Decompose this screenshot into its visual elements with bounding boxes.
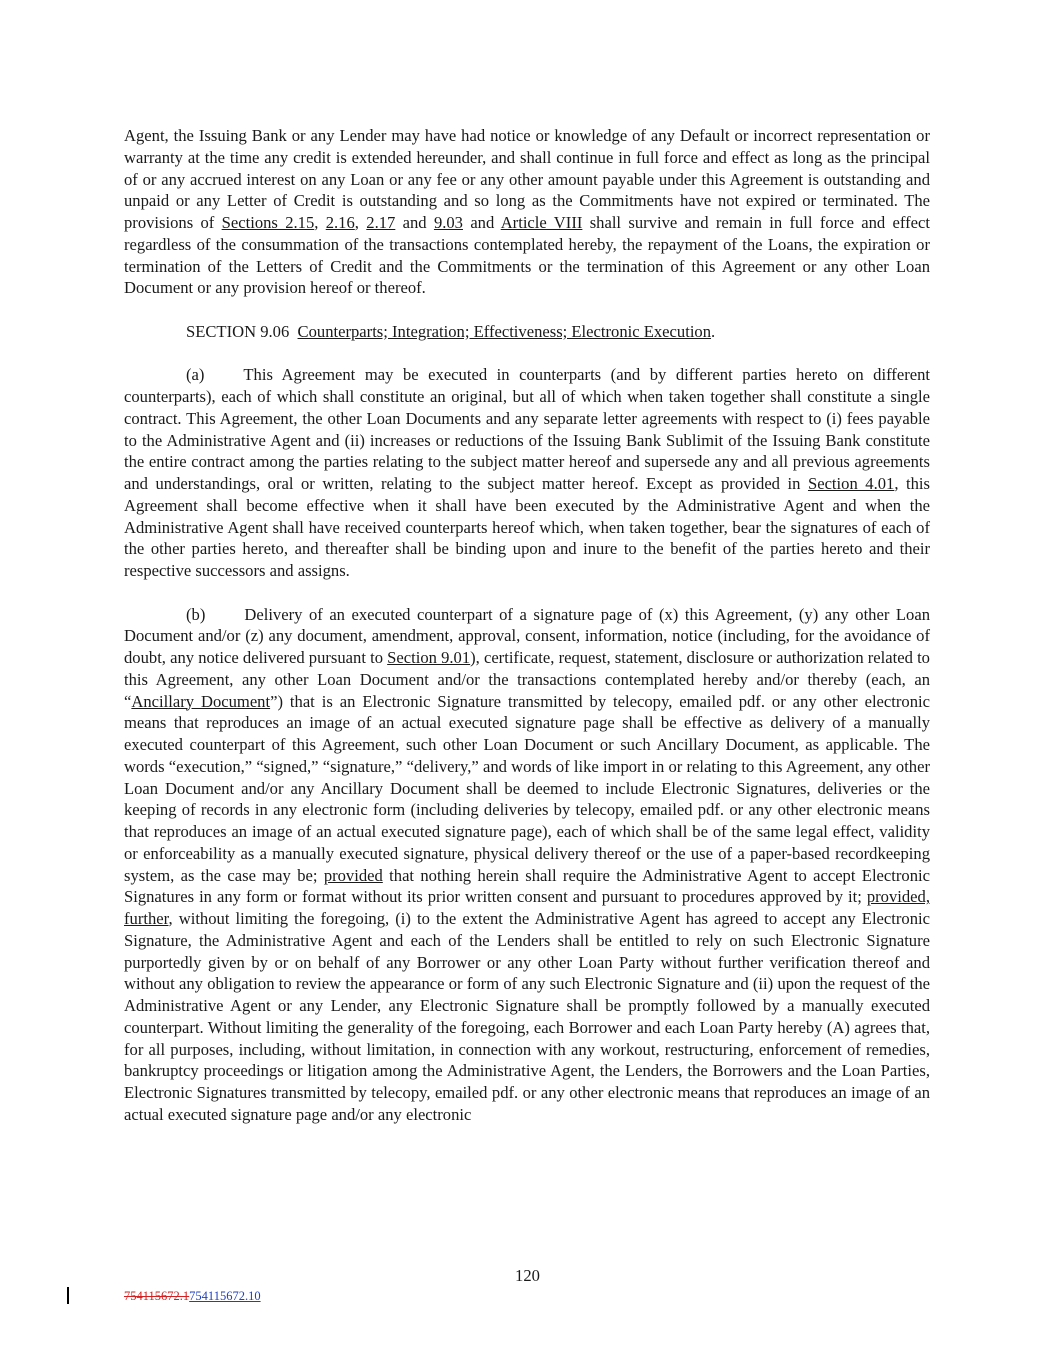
cross-reference-link[interactable]: Section 4.01 bbox=[807, 474, 895, 493]
document-body bbox=[124, 125, 930, 1126]
text: that nothing herein shall require the Administrative Agent to accept Electronic Signatures in any form or format without its prior written consent and pursuant to procedures approved by it; bbox=[124, 865, 930, 907]
text: Agent, the Issuing Bank or any Lender may have had notice or knowledge of any Default or incorrect representation or warranty at the time any credit is extended hereunder, and shall continue in full force and effect as long as the principal of or any accrued interest on any Loan or any fee or any other amount payable under this Agreement is outstanding and unpaid or any Letter of Credit is outstanding and so long as the Commitments have not expired or terminated. The provisions of bbox=[124, 126, 930, 232]
spacer bbox=[124, 299, 930, 321]
proviso-term: provided, further bbox=[124, 887, 930, 928]
defined-term: Ancillary Document bbox=[131, 691, 271, 711]
text: , this Agreement shall become effective when it shall have been executed by the Administrative Agent and when the Administrative Agent shall have received counterparts hereof which, when taken together, bear the signatures of each of the other parties hereto, and thereafter shall be binding upon and inure to the benefit of the parties hereto and their respective successors and assigns. bbox=[124, 474, 930, 580]
text: Delivery of an executed counterpart of a signature page of (x) this Agreement, (y) any other Loan Document and/or (z) any document, amendment, approval, consent, information, notice (including, for the avoidance of doubt, any notice delivered pursuant to bbox=[124, 604, 930, 667]
spacer bbox=[124, 582, 930, 604]
cross-reference-link[interactable]: 9.03 bbox=[433, 213, 463, 232]
text: ”) that is an Electronic Signature transmitted by telecopy, emailed pdf. or any other electronic means that reproduces an image of an actual executed signature page shall be effective as delivery of a manually executed counterpart of this Agreement, such other Loan Document or such Ancillary Document, as applicable. The words “execution,” “signed,” “signature,” “delivery,” and words of like import in or relating to this Agreement, any other Loan Document and/or any Ancillary Document shall be deemed to include Electronic Signatures, deliveries or the keeping of records in any electronic form (including deliveries by telecopy, emailed pdf. or any other electronic means that reproduces an image of an actual executed signature page), each of which shall be of the same legal effect, validity or enforceability as a manually executed signature, physical delivery thereof or the use of a paper-based recordkeeping system, as the case may be; bbox=[124, 691, 930, 885]
cross-reference-link[interactable]: Sections 2.15 bbox=[221, 213, 315, 232]
paragraph-b bbox=[124, 604, 930, 1126]
text: ), certificate, request, statement, disclosure or authorization related to this Agreement, any other Loan Document and/or the transactions contemplated hereby and/or thereby (each, an “ bbox=[124, 648, 930, 711]
document-id-deleted: 754115672.1 bbox=[124, 1289, 190, 1303]
paragraph-survival bbox=[124, 125, 930, 299]
text: , without limiting the foregoing, (i) to the extent the Administrative Agent has agreed to accept any Electronic Signature, the Administrative Agent and each of the Lenders shall be entitled to rely on such Electronic Signature purportedly given by or on behalf of any Borrower or any other Loan Party without further verification thereof and without any obligation to review the appearance or form of any such Electronic Signature and (ii) upon the request of the Administrative Agent or any Lender, any Electronic Signature shall be promptly followed by a manually executed counterpart. Without limiting the generality of the foregoing, each Borrower and each Loan Party hereby (A) agrees that, for all purposes, including, without limitation, in connection with any workout, restructuring, enforcement of remedies, bankruptcy proceedings or litigation among the Administrative Agent, the Lenders, the Borrowers and the Loan Parties, Electronic Signatures transmitted by telecopy, emailed pdf. or any other electronic means that reproduces an image of an actual executed signature page and/or any electronic bbox=[124, 909, 930, 1124]
cross-reference-link[interactable]: 2.16 bbox=[325, 213, 355, 232]
revision-change-bar bbox=[67, 1287, 69, 1304]
page-number: 120 bbox=[515, 1266, 540, 1285]
spacer bbox=[124, 343, 930, 365]
cross-reference-link[interactable]: 2.17 bbox=[366, 213, 396, 232]
paragraph-a bbox=[124, 364, 930, 582]
text: , bbox=[354, 213, 367, 232]
text: shall survive and remain in full force and effect regardless of the consummation of the transactions contemplated hereby, the repayment of the Loans, the expiration or termination of the Letters of Credit and the Commitments or the termination of this Agreement or any other Loan Document or any provision hereof or thereof. bbox=[124, 213, 931, 298]
section-title: Counterparts; Integration; Effectiveness; Electronic Execution bbox=[297, 321, 712, 341]
text: and bbox=[395, 213, 434, 232]
document-id-inserted: 754115672.10 bbox=[189, 1289, 261, 1303]
text: , bbox=[314, 213, 326, 232]
cross-reference-link[interactable]: Article VIII bbox=[500, 213, 583, 232]
section-heading bbox=[124, 321, 930, 343]
paragraph-label: (a) bbox=[186, 365, 205, 385]
text: This Agreement may be executed in counterparts (and by different parties hereto on different counterparts), each of which shall constitute an original, but all of which when taken together shall constitute a single contract. This Agreement, the other Loan Documents and any separate letter agreements with respect to (i) fees payable to the Administrative Agent and (ii) increases or reductions of the Issuing Bank Sublimit of the Issuing Bank constitute the entire contract among the parties relating to the subject matter hereof and supersede any and all previous agreements and understandings, oral or written, relating to the subject matter hereof. Except as provided in bbox=[124, 365, 930, 493]
section-number: SECTION 9.06 bbox=[186, 321, 298, 341]
proviso-term: provided bbox=[323, 865, 383, 885]
paragraph-label: (b) bbox=[186, 604, 206, 624]
document-id bbox=[124, 1289, 261, 1304]
text: . bbox=[711, 321, 716, 341]
text: and bbox=[462, 213, 501, 232]
cross-reference-link[interactable]: Section 9.01 bbox=[387, 648, 471, 667]
